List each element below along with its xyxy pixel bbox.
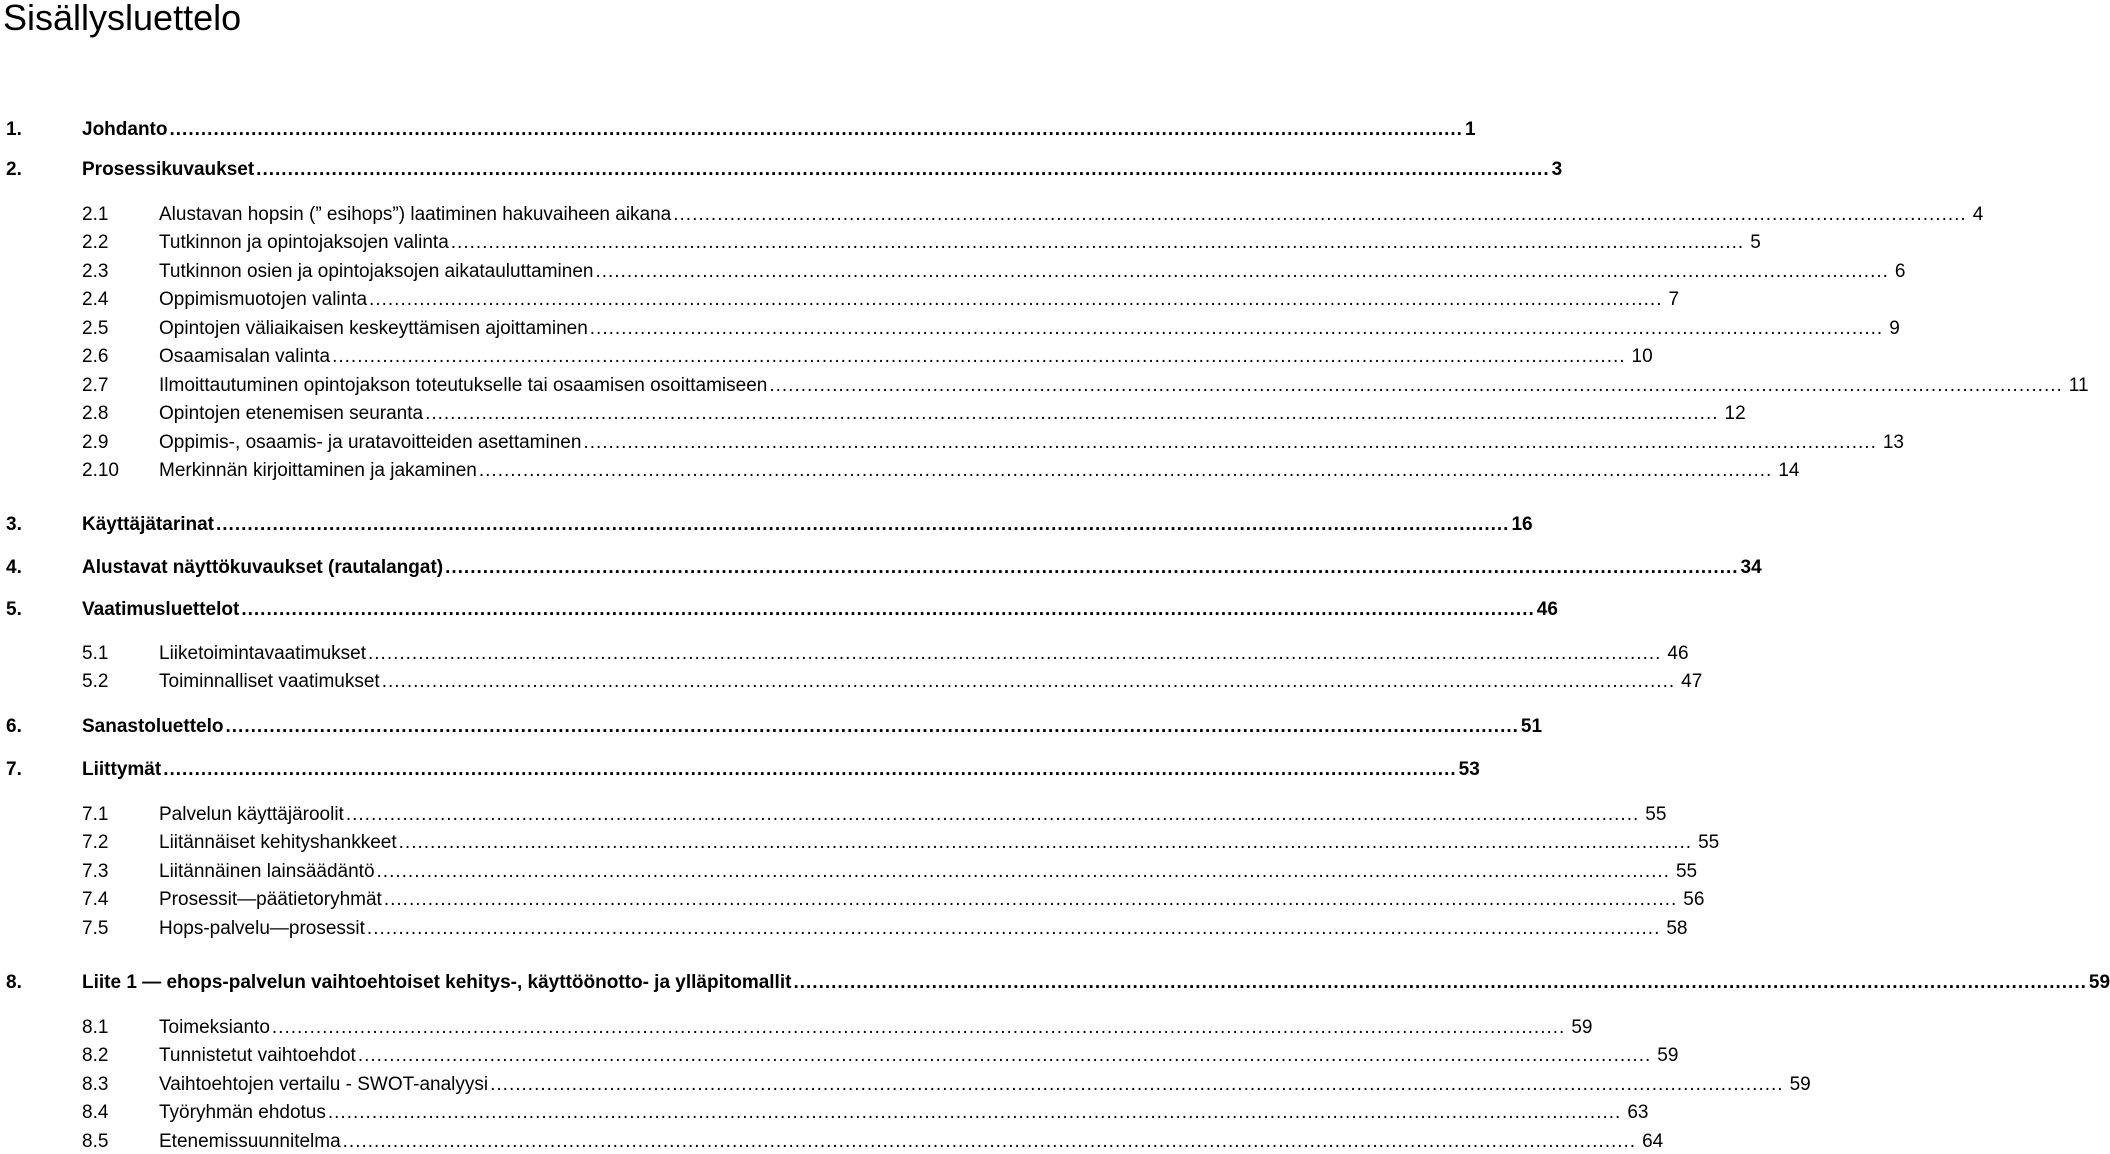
toc-entry-2[interactable]: [6, 158, 1563, 182]
toc-dot-leader: [583, 431, 1876, 455]
toc-entry-page: 12: [1724, 403, 1746, 424]
toc-entry-title: Tutkinnon ja opintojaksojen valinta: [159, 232, 449, 253]
toc-entry-title: Johdanto: [82, 119, 168, 140]
toc-entry-number: 2.5: [82, 318, 109, 339]
toc-entry-2-7[interactable]: [82, 374, 2089, 398]
toc-entry-title: Liiketoimintavaatimukset: [159, 643, 366, 664]
toc-entry-page: 13: [1882, 432, 1904, 453]
toc-dot-leader: [332, 345, 1625, 369]
toc-dot-leader: [769, 374, 2062, 398]
toc-dot-leader: [272, 1016, 1565, 1040]
toc-entry-title: Toimeksianto: [159, 1017, 270, 1038]
toc-entry-title: Oppimis-, osaamis- ja uratavoitteiden asettaminen: [159, 432, 582, 453]
toc-entry-2-6[interactable]: [82, 345, 1653, 369]
toc-entry-number: 7.3: [82, 861, 109, 882]
toc-entry-2-9[interactable]: [82, 431, 1904, 455]
toc-dot-leader: [382, 670, 1675, 694]
toc-entry-4[interactable]: [6, 556, 1762, 580]
toc-entry-title: Alustavan hopsin (” esihops”) laatiminen hakuvaiheen aikana: [159, 204, 672, 225]
toc-dot-leader: [595, 260, 1888, 284]
toc-entry-title: Etenemissuunnitelma: [159, 1131, 341, 1152]
toc-dot-leader: [343, 1130, 1636, 1154]
toc-dot-leader: [425, 402, 1718, 426]
toc-entry-7-3[interactable]: [82, 860, 1698, 884]
toc-dot-leader: [377, 860, 1670, 884]
toc-entry-number: 1.: [6, 119, 22, 140]
toc-entry-title: Tunnistetut vaihtoehdot: [159, 1045, 356, 1066]
toc-entry-7[interactable]: [6, 758, 1480, 782]
toc-entry-number: 8.: [6, 972, 22, 993]
toc-entry-2-5[interactable]: [82, 317, 1900, 341]
toc-entry-page: 64: [1642, 1131, 1664, 1152]
toc-entry-2-2[interactable]: [82, 231, 1761, 255]
toc-entry-page: 10: [1631, 346, 1653, 367]
toc-entry-page: 53: [1458, 759, 1480, 780]
toc-entry-number: 5.1: [82, 643, 109, 664]
toc-entry-number: 8.1: [82, 1017, 109, 1038]
toc-entry-page: 14: [1778, 460, 1800, 481]
toc-entry-7-1[interactable]: [82, 803, 1667, 827]
toc-entry-8-3[interactable]: [82, 1073, 1811, 1097]
toc-dot-leader: [216, 513, 1509, 537]
toc-entry-page: 16: [1511, 514, 1533, 535]
toc-entry-3[interactable]: [6, 513, 1533, 537]
toc-entry-page: 59: [1571, 1017, 1593, 1038]
toc-entry-number: 2.9: [82, 432, 109, 453]
toc-entry-2-10[interactable]: [82, 459, 1800, 483]
toc-entry-page: 3: [1551, 159, 1563, 180]
toc-entry-8-4[interactable]: [82, 1101, 1649, 1125]
toc-entry-number: 2.10: [82, 460, 119, 481]
toc-entry-page: 55: [1675, 861, 1698, 882]
toc-entry-6[interactable]: [6, 715, 1543, 739]
toc-entry-2-3[interactable]: [82, 260, 1906, 284]
toc-entry-title: Työryhmän ehdotus: [159, 1102, 326, 1123]
toc-entry-title: Sanastoluettelo: [82, 716, 224, 737]
toc-entry-title: Tutkinnon osien ja opintojaksojen aikatauluttaminen: [159, 261, 594, 282]
toc-entry-8-1[interactable]: [82, 1016, 1593, 1040]
toc-entry-number: 7.4: [82, 889, 109, 910]
toc-dot-leader: [399, 831, 1692, 855]
toc-entry-title: Prosessit—päätietoryhmät: [159, 889, 382, 910]
toc-entry-2-8[interactable]: [82, 402, 1746, 426]
toc-entry-title: Osaamisalan valinta: [159, 346, 331, 367]
toc-entry-5[interactable]: [6, 598, 1558, 622]
toc-entry-8-5[interactable]: [82, 1130, 1664, 1154]
toc-entry-number: 4.: [6, 557, 22, 578]
toc-entry-number: 5.2: [82, 671, 109, 692]
toc-entry-page: 47: [1681, 671, 1703, 692]
toc-entry-title: Toiminnalliset vaatimukset: [159, 671, 380, 692]
toc-entry-page: 51: [1520, 716, 1543, 737]
toc-dot-leader: [369, 288, 1662, 312]
toc-dot-leader: [793, 971, 2086, 995]
toc-entry-page: 4: [1972, 204, 1984, 225]
toc-entry-number: 2.8: [82, 403, 109, 424]
toc-entry-page: 59: [1789, 1074, 1811, 1095]
toc-entry-number: 2.6: [82, 346, 109, 367]
toc-entry-title: Palvelun käyttäjäroolit: [159, 804, 344, 825]
toc-entry-number: 8.4: [82, 1102, 109, 1123]
toc-entry-title: Liitännäiset kehityshankkeet: [159, 832, 397, 853]
toc-dot-leader: [490, 1073, 1783, 1097]
toc-dot-leader: [673, 203, 1966, 227]
toc-entry-page: 5: [1750, 232, 1761, 253]
toc-entry-page: 1: [1464, 119, 1476, 140]
toc-entry-number: 7.2: [82, 832, 109, 853]
toc-entry-title: Merkinnän kirjoittaminen ja jakaminen: [159, 460, 477, 481]
toc-entry-page: 46: [1667, 643, 1689, 664]
toc-entry-title: Oppimismuotojen valinta: [159, 289, 368, 310]
toc-dot-leader: [170, 118, 1463, 142]
toc-dot-leader: [479, 459, 1772, 483]
toc-entry-page: 11: [2068, 375, 2089, 396]
toc-entry-page: 34: [1740, 557, 1762, 578]
toc-dot-leader: [590, 317, 1883, 341]
toc-entry-number: 2.: [6, 159, 22, 180]
toc-dot-leader: [368, 642, 1661, 666]
toc-entry-page: 7: [1668, 289, 1680, 310]
toc-entry-7-4[interactable]: [82, 888, 1705, 912]
toc-entry-page: 9: [1889, 318, 1900, 339]
toc-entry-title: Liitännäinen lainsäädäntö: [159, 861, 375, 882]
toc-dot-leader: [367, 917, 1660, 941]
toc-entry-7-5[interactable]: [82, 917, 1688, 941]
toc-entry-7-2[interactable]: [82, 831, 1720, 855]
toc-entry-number: 5.: [6, 599, 22, 620]
toc-dot-leader: [241, 598, 1534, 622]
toc-entry-title: Vaihtoehtojen vertailu - SWOT-analyysi: [159, 1074, 489, 1095]
toc-entry-title: Prosessikuvaukset: [82, 159, 255, 180]
toc-entry-page: 46: [1536, 599, 1558, 620]
toc-entry-number: 8.2: [82, 1045, 109, 1066]
toc-entry-2-1[interactable]: [82, 203, 1984, 227]
toc-entry-page: 63: [1627, 1102, 1649, 1123]
page-title: Sisällysluettelo: [3, 0, 242, 38]
toc-entry-page: 59: [2088, 972, 2110, 993]
toc-entry-2-4[interactable]: [82, 288, 1680, 312]
toc-entry-8-2[interactable]: [82, 1044, 1679, 1068]
toc-entry-number: 2.2: [82, 232, 109, 253]
toc-entry-number: 2.7: [82, 375, 109, 396]
toc-entry-5-1[interactable]: [82, 642, 1689, 666]
toc-dot-leader: [451, 231, 1744, 255]
toc-entry-number: 2.1: [82, 204, 109, 225]
toc-entry-number: 7.5: [82, 918, 109, 939]
toc-entry-title: Opintojen väliaikaisen keskeyttämisen ajoittaminen: [159, 318, 588, 339]
toc-entry-page: 59: [1657, 1045, 1679, 1066]
toc-dot-leader: [256, 158, 1549, 182]
toc-entry-1[interactable]: [6, 118, 1476, 142]
toc-entry-title: Liittymät: [82, 759, 162, 780]
toc-entry-title: Alustavat näyttökuvaukset (rautalangat): [82, 557, 444, 578]
toc-entry-title: Liite 1 — ehops-palvelun vaihtoehtoiset kehitys-, käyttöönotto- ja ylläpitomallit: [82, 972, 792, 993]
toc-entry-page: 56: [1683, 889, 1705, 910]
toc-entry-title: Ilmoittautuminen opintojakson toteutukselle tai osaamisen osoittamiseen: [159, 375, 768, 396]
toc-entry-number: 8.5: [82, 1131, 109, 1152]
toc-dot-leader: [346, 803, 1639, 827]
toc-entry-title: Vaatimusluettelot: [82, 599, 240, 620]
toc-entry-number: 2.3: [82, 261, 109, 282]
toc-entry-number: 6.: [6, 716, 22, 737]
toc-entry-5-2[interactable]: [82, 670, 1703, 694]
toc-dot-leader: [225, 715, 1518, 739]
toc-entry-title: Opintojen etenemisen seuranta: [159, 403, 424, 424]
toc-dot-leader: [328, 1101, 1621, 1125]
toc-entry-number: 8.3: [82, 1074, 109, 1095]
toc-entry-page: 55: [1698, 832, 1720, 853]
toc-dot-leader: [384, 888, 1677, 912]
toc-entry-8[interactable]: [6, 971, 2110, 995]
toc-entry-number: 7.: [6, 759, 22, 780]
toc-dot-leader: [358, 1044, 1651, 1068]
toc-entry-number: 3.: [6, 514, 22, 535]
toc-entry-title: Käyttäjätarinat: [82, 514, 214, 535]
toc-entry-page: 6: [1894, 261, 1906, 282]
toc-entry-page: 58: [1666, 918, 1688, 939]
toc-entry-title: Hops-palvelu—prosessit: [159, 918, 365, 939]
toc-entry-page: 55: [1645, 804, 1667, 825]
toc-dot-leader: [163, 758, 1456, 782]
toc-entry-number: 7.1: [82, 804, 109, 825]
toc-entry-number: 2.4: [82, 289, 109, 310]
toc-dot-leader: [445, 556, 1738, 580]
